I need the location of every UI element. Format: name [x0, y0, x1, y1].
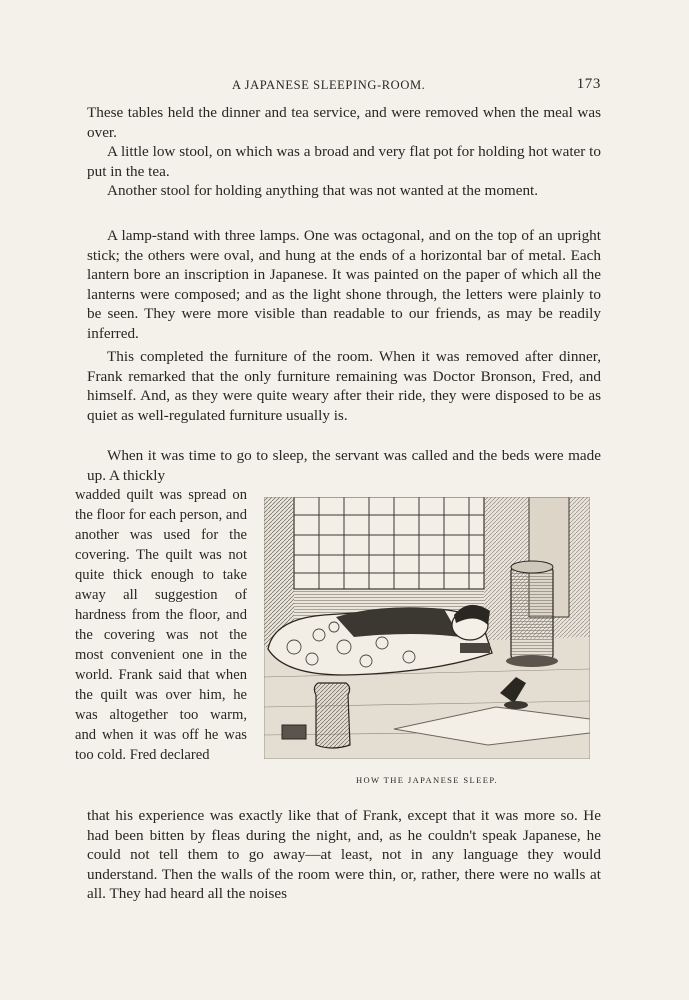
page-number: 173	[576, 76, 601, 92]
figure-caption: HOW THE JAPANESE SLEEP.	[355, 775, 499, 785]
engraving-illustration	[264, 497, 590, 759]
paragraph-lamp-stand: A lamp-stand with three lamps. One was octagonal, and on the top of an upright stick; the others were oval, and hung at the ends of a horizontal bar of metal. Each lantern bore an inscription in Japanese. It was painted on the paper of which all the lanterns were composed; and as the light shone through, the letters were plainly to be seen. They were more visible than readable to our friends, as may be readily inferred.	[87, 227, 601, 342]
paragraph-closing: that his experience was exactly like that of Frank, except that it was more so. He had been bitten by fleas during the night, and, as he couldn't speak Japanese, he could not tell them to go away—at least, not in any language they would understand. Then the walls of the room were thin, or, rather, there were no walls at all. They had heard all the noises	[87, 807, 601, 903]
side-column-text: wadded quilt was spread on the floor for each person, and another was used for the covering. The quilt was not quite thick enough to take away all suggestion of hardness from the floor, and the covering was not the most convenient one in the world. Frank said that when the quilt was over him, he was altogether too warm, and when it was off he was too cold. Fred declared	[75, 487, 247, 763]
paragraph-stool: A little low stool, on which was a broad and very flat pot for holding hot water to put in the tea.	[87, 143, 601, 180]
paragraph-tables: These tables held the dinner and tea service, and were removed when the meal was over.	[87, 104, 601, 141]
running-head	[0, 76, 689, 96]
paragraph-sleep: When it was time to go to sleep, the servant was called and the beds were made up. A thickly	[87, 447, 601, 484]
sleeping-scene-image	[264, 497, 590, 759]
running-title: A JAPANESE SLEEPING-ROOM.	[232, 78, 426, 92]
paragraph-another-stool: Another stool for holding anything that was not wanted at the moment.	[107, 182, 539, 199]
paragraph-furniture: This completed the furniture of the room. When it was removed after dinner, Frank remarked that the only furniture remaining was Doctor Bronson, Fred, and himself. And, as they were quite weary after their ride, they were disposed to be as quiet as well-regulated furniture usually is.	[87, 348, 601, 424]
